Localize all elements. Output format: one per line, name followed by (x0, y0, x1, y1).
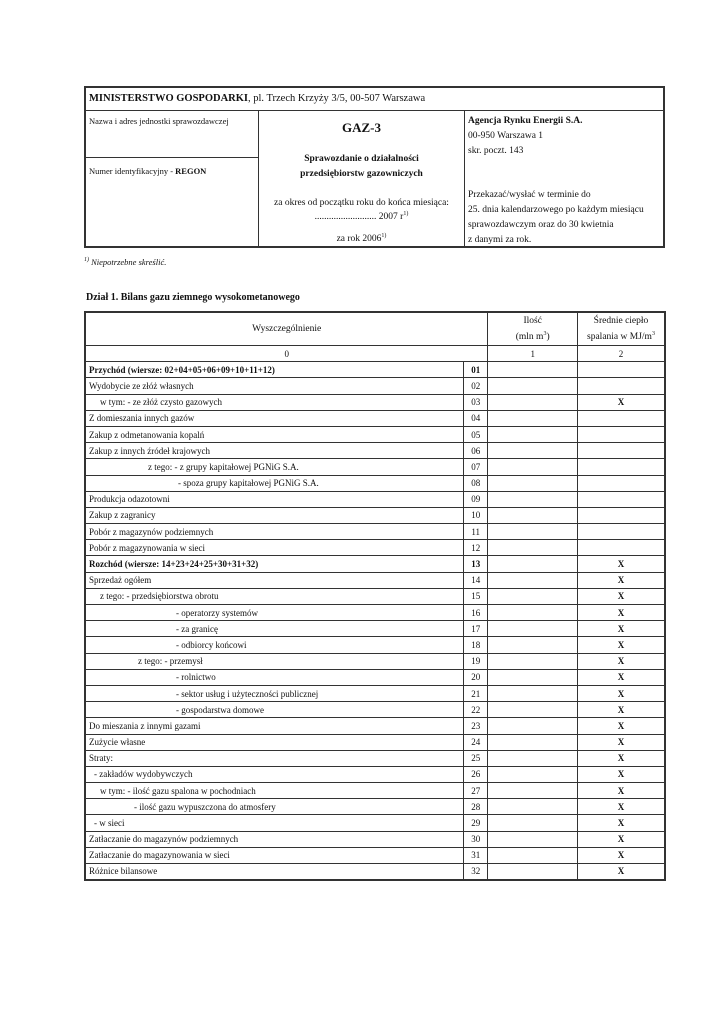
col-header-heat-line1: Średnie ciepło (593, 316, 649, 326)
col-header-heat-line2: spalania w MJ/m (587, 332, 652, 342)
footnote (84, 257, 166, 267)
quantity-cell[interactable] (488, 864, 578, 880)
table-row (85, 669, 665, 685)
row-label: Przychód (wiersze: 02+04+05+06+09+10+11+12) (85, 362, 464, 378)
row-number: 20 (464, 669, 488, 685)
table-row (85, 426, 665, 442)
year-line (259, 234, 464, 244)
section-title: Dział 1. Bilans gazu ziemnego wysokometanowego (86, 292, 300, 303)
row-label: Pobór z magazynowania w sieci (85, 540, 464, 556)
quantity-cell[interactable] (488, 847, 578, 863)
row-number: 32 (464, 864, 488, 880)
footnote-mark: 1) (84, 257, 89, 264)
table-row (85, 847, 665, 863)
col-header-qty (488, 312, 578, 346)
period-text (259, 196, 464, 224)
row-label: - spoza grupy kapitałowej PGNiG S.A. (85, 475, 464, 491)
quantity-cell[interactable] (488, 394, 578, 410)
period-line2: .......................... 2007 r (314, 212, 404, 222)
agency-address-line2: skr. poczt. 143 (468, 146, 524, 156)
not-applicable-mark: X (577, 750, 665, 766)
table-row (85, 685, 665, 701)
quantity-cell[interactable] (488, 685, 578, 701)
heat-value-cell[interactable] (577, 540, 665, 556)
row-number: 12 (464, 540, 488, 556)
row-number: 24 (464, 734, 488, 750)
table-row (85, 864, 665, 880)
table-row (85, 540, 665, 556)
col-header-qty-line1: Ilość (523, 316, 542, 326)
balance-table (84, 311, 666, 881)
row-label: - w sieci (85, 815, 464, 831)
table-row (85, 783, 665, 799)
row-label: Straty: (85, 750, 464, 766)
row-label: Rozchód (wiersze: 14+23+24+25+30+31+32) (85, 556, 464, 572)
heat-value-cell[interactable] (577, 378, 665, 394)
col-index-1: 1 (488, 346, 578, 362)
agency-name: Agencja Rynku Energii S.A. (468, 116, 583, 126)
quantity-cell[interactable] (488, 507, 578, 523)
row-label: Z domieszania innych gazów (85, 410, 464, 426)
quantity-cell[interactable] (488, 718, 578, 734)
row-label: - zakładów wydobywczych (85, 766, 464, 782)
row-number: 27 (464, 783, 488, 799)
heat-value-cell[interactable] (577, 426, 665, 442)
row-number: 08 (464, 475, 488, 491)
row-number: 21 (464, 685, 488, 701)
deadline-line1: Przekazać/wysłać w terminie do (468, 190, 591, 200)
table-row (85, 572, 665, 588)
heat-value-cell[interactable] (577, 524, 665, 540)
quantity-cell[interactable] (488, 815, 578, 831)
table-row (85, 378, 665, 394)
table-row (85, 475, 665, 491)
row-number: 07 (464, 459, 488, 475)
row-label: - sektor usług i użyteczności publicznej (85, 685, 464, 701)
row-number: 30 (464, 831, 488, 847)
deadline-line4: z danymi za rok. (468, 235, 532, 245)
col-header-heat-sup: 3 (651, 330, 655, 337)
table-row (85, 653, 665, 669)
quantity-cell[interactable] (488, 443, 578, 459)
row-label: - odbiorcy końcowi (85, 637, 464, 653)
quantity-cell[interactable] (488, 669, 578, 685)
row-number: 05 (464, 426, 488, 442)
heat-value-cell[interactable] (577, 507, 665, 523)
col-header-desc: Wyszczególnienie (85, 312, 488, 346)
quantity-cell[interactable] (488, 605, 578, 621)
not-applicable-mark: X (577, 669, 665, 685)
not-applicable-mark: X (577, 653, 665, 669)
row-number: 19 (464, 653, 488, 669)
not-applicable-mark: X (577, 831, 665, 847)
table-row (85, 637, 665, 653)
row-label: Zużycie własne (85, 734, 464, 750)
not-applicable-mark: X (577, 702, 665, 718)
table-row (85, 605, 665, 621)
col-header-qty-close: ) (546, 332, 550, 342)
report-title-line2: przedsiębiorstw gazowniczych (300, 169, 423, 179)
not-applicable-mark: X (577, 588, 665, 604)
table-row (85, 394, 665, 410)
not-applicable-mark: X (577, 783, 665, 799)
row-label: - gospodarstwa domowe (85, 702, 464, 718)
report-title-column (259, 110, 465, 246)
quantity-cell[interactable] (488, 734, 578, 750)
quantity-cell[interactable] (488, 572, 578, 588)
table-row (85, 556, 665, 572)
table-row (85, 410, 665, 426)
not-applicable-mark: X (577, 766, 665, 782)
row-label: - operatorzy systemów (85, 605, 464, 621)
quantity-cell[interactable] (488, 459, 578, 475)
row-number: 10 (464, 507, 488, 523)
quantity-cell[interactable] (488, 588, 578, 604)
form-header (84, 86, 665, 248)
not-applicable-mark: X (577, 815, 665, 831)
quantity-cell[interactable] (488, 362, 578, 378)
row-label: Produkcja odazotowni (85, 491, 464, 507)
quantity-cell[interactable] (488, 750, 578, 766)
row-number: 28 (464, 799, 488, 815)
not-applicable-mark: X (577, 799, 665, 815)
quantity-cell[interactable] (488, 426, 578, 442)
table-header-row (85, 312, 665, 346)
table-row (85, 362, 665, 378)
table-row (85, 524, 665, 540)
row-number: 09 (464, 491, 488, 507)
year-text: za rok 2006 (336, 234, 382, 244)
period-line1: za okres od początku roku do końca miesiąca: (274, 198, 449, 208)
not-applicable-mark: X (577, 572, 665, 588)
quantity-cell[interactable] (488, 702, 578, 718)
row-number: 15 (464, 588, 488, 604)
quantity-cell[interactable] (488, 540, 578, 556)
col-header-heat (577, 312, 665, 346)
heat-value-cell[interactable] (577, 410, 665, 426)
ministry-name: MINISTERSTWO GOSPODARKI (89, 93, 248, 104)
row-number: 16 (464, 605, 488, 621)
row-label: Zakup z odmetanowania kopalń (85, 426, 464, 442)
row-number: 11 (464, 524, 488, 540)
row-label: - rolnictwo (85, 669, 464, 685)
agency-column (465, 110, 663, 246)
row-label: Zatłaczanie do magazynów podziemnych (85, 831, 464, 847)
report-title-line1: Sprawozdanie o działalności (304, 154, 419, 164)
table-row (85, 621, 665, 637)
form-code: GAZ-3 (342, 120, 381, 135)
row-label: Zakup z zagranicy (85, 507, 464, 523)
row-number: 03 (464, 394, 488, 410)
row-number: 14 (464, 572, 488, 588)
quantity-cell[interactable] (488, 378, 578, 394)
heat-value-cell[interactable] (577, 475, 665, 491)
year-footnote-mark: 1) (381, 232, 387, 239)
col-index-0: 0 (85, 346, 488, 362)
reporting-unit-column (86, 110, 259, 246)
row-number: 26 (464, 766, 488, 782)
row-label: Pobór z magazynów podziemnych (85, 524, 464, 540)
quantity-cell[interactable] (488, 637, 578, 653)
quantity-cell[interactable] (488, 621, 578, 637)
row-label: Sprzedaż ogółem (85, 572, 464, 588)
table-row (85, 718, 665, 734)
row-number: 02 (464, 378, 488, 394)
row-label: Wydobycie ze złóż własnych (85, 378, 464, 394)
deadline-text (468, 188, 660, 248)
row-label: w tym: - ilość gazu spalona w pochodniach (85, 783, 464, 799)
row-label: w tym: - ze złóż czysto gazowych (85, 394, 464, 410)
period-footnote-mark: 1) (403, 210, 409, 217)
not-applicable-mark: X (577, 718, 665, 734)
not-applicable-mark: X (577, 605, 665, 621)
row-number: 31 (464, 847, 488, 863)
row-number: 22 (464, 702, 488, 718)
regon-field[interactable] (86, 158, 258, 184)
table-row (85, 815, 665, 831)
col-index-2: 2 (577, 346, 665, 362)
footnote-text: Niepotrzebne skreślić. (89, 257, 167, 267)
quantity-cell[interactable] (488, 766, 578, 782)
name-address-label: Nazwa i adres jednostki sprawozdawczej (89, 116, 229, 126)
quantity-cell[interactable] (488, 410, 578, 426)
quantity-cell[interactable] (488, 799, 578, 815)
row-label: z tego: - przemysł (85, 653, 464, 669)
row-number: 18 (464, 637, 488, 653)
not-applicable-mark: X (577, 621, 665, 637)
row-number: 29 (464, 815, 488, 831)
row-number: 17 (464, 621, 488, 637)
row-number: 13 (464, 556, 488, 572)
quantity-cell[interactable] (488, 653, 578, 669)
row-number: 01 (464, 362, 488, 378)
regon-label-prefix: Numer identyfikacyjny - (89, 166, 176, 176)
row-number: 23 (464, 718, 488, 734)
heat-value-cell[interactable] (577, 491, 665, 507)
table-row (85, 443, 665, 459)
quantity-cell[interactable] (488, 475, 578, 491)
not-applicable-mark: X (577, 864, 665, 880)
not-applicable-mark: X (577, 394, 665, 410)
row-label: Zakup z innych źródeł krajowych (85, 443, 464, 459)
table-row (85, 734, 665, 750)
quantity-cell[interactable] (488, 556, 578, 572)
row-label: z tego: - przedsiębiorstwa obrotu (85, 588, 464, 604)
table-row (85, 766, 665, 782)
heat-value-cell[interactable] (577, 443, 665, 459)
table-row (85, 588, 665, 604)
table-row (85, 507, 665, 523)
not-applicable-mark: X (577, 734, 665, 750)
quantity-cell[interactable] (488, 524, 578, 540)
row-label: - ilość gazu wypuszczona do atmosfery (85, 799, 464, 815)
table-row (85, 702, 665, 718)
ministry-address: , pl. Trzech Krzyży 3/5, 00-507 Warszawa (248, 93, 426, 104)
heat-value-cell[interactable] (577, 362, 665, 378)
column-index-row (85, 346, 665, 362)
regon-label-bold: REGON (175, 166, 207, 176)
row-label: Zatłaczanie do magazynowania w sieci (85, 847, 464, 863)
heat-value-cell[interactable] (577, 459, 665, 475)
not-applicable-mark: X (577, 637, 665, 653)
row-label: - za granicę (85, 621, 464, 637)
quantity-cell[interactable] (488, 491, 578, 507)
ministry-line (86, 88, 663, 111)
table-row (85, 831, 665, 847)
not-applicable-mark: X (577, 685, 665, 701)
row-label: Do mieszania z innymi gazami (85, 718, 464, 734)
row-number: 04 (464, 410, 488, 426)
agency-address-line1: 00-950 Warszawa 1 (468, 131, 544, 141)
row-number: 25 (464, 750, 488, 766)
row-label: Różnice bilansowe (85, 864, 464, 880)
deadline-line3: sprawozdawczym oraz do 30 kwietnia (468, 220, 614, 230)
table-row (85, 799, 665, 815)
not-applicable-mark: X (577, 556, 665, 572)
deadline-line2: 25. dnia kalendarzowego po każdym miesiącu (468, 205, 644, 215)
table-row (85, 491, 665, 507)
col-header-qty-line2: (mln m (515, 332, 544, 342)
name-address-field[interactable] (86, 110, 258, 158)
row-label: z tego: - z grupy kapitałowej PGNiG S.A. (85, 459, 464, 475)
table-row (85, 750, 665, 766)
col-header-qty-sup: 3 (543, 330, 547, 337)
quantity-cell[interactable] (488, 831, 578, 847)
table-row (85, 459, 665, 475)
row-number: 06 (464, 443, 488, 459)
not-applicable-mark: X (577, 847, 665, 863)
report-title (259, 152, 464, 182)
quantity-cell[interactable] (488, 783, 578, 799)
